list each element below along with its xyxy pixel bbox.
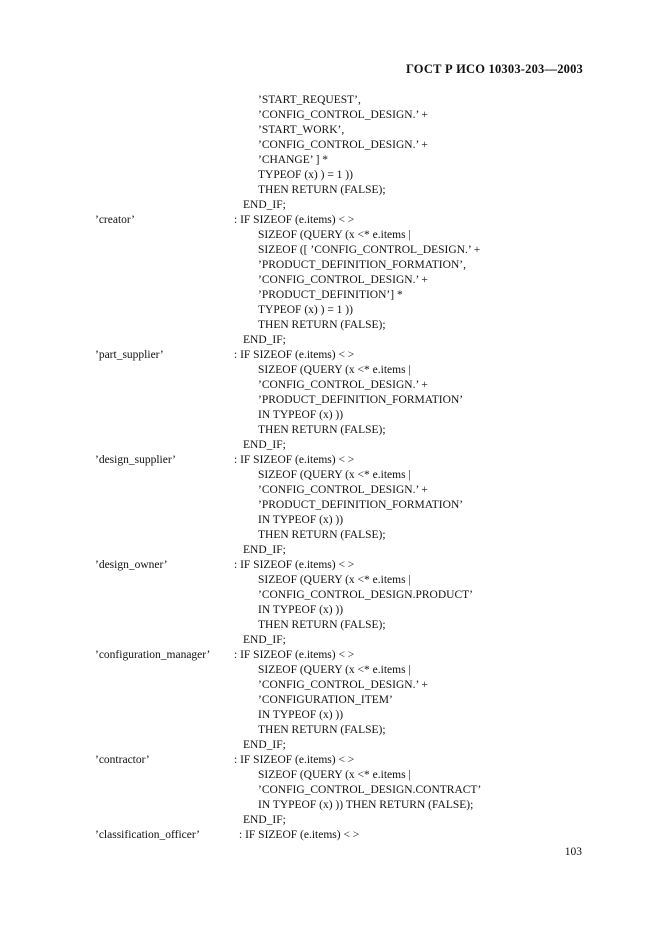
code-line: END_IF; bbox=[243, 544, 286, 556]
code-line: ’CONFIG_CONTROL_DESIGN.PRODUCT’ bbox=[258, 589, 473, 601]
code-line: SIZEOF (QUERY (x <* e.items | bbox=[258, 229, 411, 241]
code-line: IN TYPEOF (x) )) bbox=[258, 604, 344, 616]
code-line: SIZEOF (QUERY (x <* e.items | bbox=[258, 574, 411, 586]
code-line: ’CONFIG_CONTROL_DESIGN.’ + bbox=[258, 679, 428, 691]
code-line: ’classification_officer’ : IF SIZEOF (e.items) < > bbox=[95, 829, 360, 841]
code-line: ’creator’ : IF SIZEOF (e.items) < > bbox=[95, 214, 355, 226]
code-line: THEN RETURN (FALSE); bbox=[258, 724, 386, 736]
code-line: ’CHANGE’ ] * bbox=[258, 154, 329, 166]
code-line: THEN RETURN (FALSE); bbox=[258, 424, 386, 436]
code-line: THEN RETURN (FALSE); bbox=[258, 619, 386, 631]
code-line: THEN RETURN (FALSE); bbox=[258, 184, 386, 196]
role-label: ’configuration_manager’ bbox=[95, 649, 211, 661]
role-label: ’classification_officer’ bbox=[95, 829, 200, 841]
role-label: ’contractor’ bbox=[95, 754, 150, 766]
code-line: TYPEOF (x) ) = 1 )) bbox=[258, 169, 353, 181]
code-line: END_IF; bbox=[243, 739, 286, 751]
code-line: ’PRODUCT_DEFINITION_FORMATION’ bbox=[258, 499, 464, 511]
code-line: ’design_owner’ : IF SIZEOF (e.items) < > bbox=[95, 559, 355, 571]
code-line: END_IF; bbox=[243, 334, 286, 346]
code-line: ’START_REQUEST’, bbox=[258, 94, 361, 106]
code-line: ’configuration_manager’ : IF SIZEOF (e.items) < > bbox=[95, 649, 355, 661]
code-line: THEN RETURN (FALSE); bbox=[258, 319, 386, 331]
code-line: END_IF; bbox=[243, 814, 286, 826]
role-label: ’part_supplier’ bbox=[95, 349, 164, 361]
code-line: ’CONFIG_CONTROL_DESIGN.CONTRACT’ bbox=[258, 784, 482, 796]
page-header: ГОСТ Р ИСО 10303-203—2003 bbox=[405, 62, 583, 76]
code-line: END_IF; bbox=[243, 439, 286, 451]
code-line: IN TYPEOF (x) )) bbox=[258, 514, 344, 526]
code-line: TYPEOF (x) ) = 1 )) bbox=[258, 304, 353, 316]
code-line: ’contractor’ : IF SIZEOF (e.items) < > bbox=[95, 754, 355, 766]
page-number: 103 bbox=[564, 846, 582, 858]
code-line: ’CONFIG_CONTROL_DESIGN.’ + bbox=[258, 379, 428, 391]
role-label: ’design_supplier’ bbox=[95, 454, 176, 466]
code-line: SIZEOF (QUERY (x <* e.items | bbox=[258, 769, 411, 781]
code-line: ’PRODUCT_DEFINITION_FORMATION’ bbox=[258, 394, 464, 406]
code-line: ’CONFIG_CONTROL_DESIGN.’ + bbox=[258, 484, 428, 496]
code-line: ’CONFIG_CONTROL_DESIGN.’ + bbox=[258, 109, 428, 121]
code-line: SIZEOF (QUERY (x <* e.items | bbox=[258, 664, 411, 676]
code-line: ’PRODUCT_DEFINITION’] * bbox=[258, 289, 403, 301]
role-label: ’creator’ bbox=[95, 214, 136, 226]
code-line: ’PRODUCT_DEFINITION_FORMATION’, bbox=[258, 259, 466, 271]
code-line: SIZEOF (QUERY (x <* e.items | bbox=[258, 364, 411, 376]
code-line: END_IF; bbox=[243, 634, 286, 646]
code-line: SIZEOF ([ ’CONFIG_CONTROL_DESIGN.’ + bbox=[258, 244, 481, 256]
code-line: ’CONFIGURATION_ITEM’ bbox=[258, 694, 393, 706]
code-listing bbox=[0, 93, 661, 843]
code-line: IN TYPEOF (x) )) bbox=[258, 409, 344, 421]
code-line: ’CONFIG_CONTROL_DESIGN.’ + bbox=[258, 274, 428, 286]
code-line: ’design_supplier’ : IF SIZEOF (e.items) < > bbox=[95, 454, 355, 466]
code-line: IN TYPEOF (x) )) THEN RETURN (FALSE); bbox=[258, 799, 474, 811]
role-label: ’design_owner’ bbox=[95, 559, 168, 571]
code-line: THEN RETURN (FALSE); bbox=[258, 529, 386, 541]
code-line: END_IF; bbox=[243, 199, 286, 211]
code-line: IN TYPEOF (x) )) bbox=[258, 709, 344, 721]
code-line: ’START_WORK’, bbox=[258, 124, 345, 136]
code-line: ’part_supplier’ : IF SIZEOF (e.items) < > bbox=[95, 349, 355, 361]
code-line: SIZEOF (QUERY (x <* e.items | bbox=[258, 469, 411, 481]
code-line: ’CONFIG_CONTROL_DESIGN.’ + bbox=[258, 139, 428, 151]
